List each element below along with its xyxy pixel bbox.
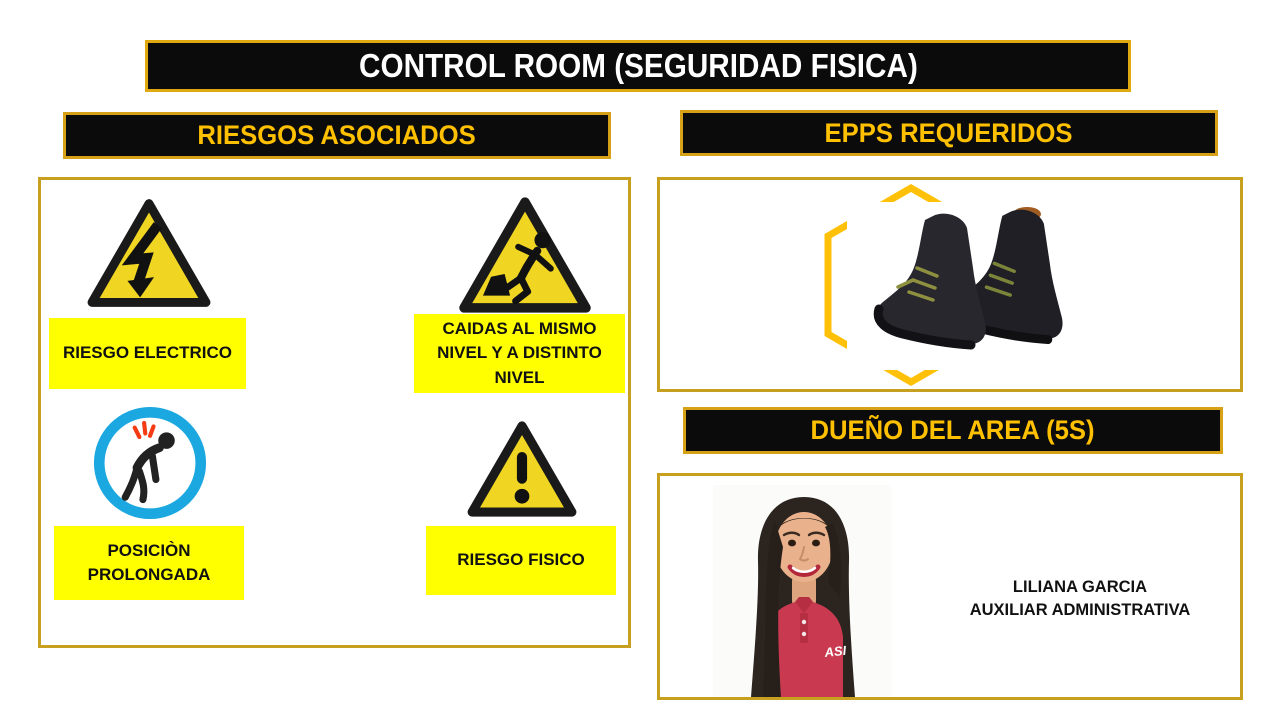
physical-hazard-triangle-icon	[455, 418, 589, 520]
epps-requeridos-header	[680, 110, 1218, 156]
shirt-logo-text: ASI	[823, 642, 847, 660]
prolonged-position-icon	[91, 404, 209, 522]
owner-photo	[712, 485, 892, 697]
riesgo-electrico-label: RIESGO ELECTRICO	[49, 318, 246, 389]
page-title: CONTROL ROOM (SEGURIDAD FISICA)	[358, 47, 918, 84]
electric-hazard-triangle-icon	[83, 196, 215, 310]
riesgo-fisico-label: RIESGO FISICO	[426, 526, 616, 595]
riesgos-asociados-header	[63, 112, 611, 159]
risks-panel	[38, 177, 631, 648]
owner-panel	[657, 473, 1243, 700]
epps-panel	[657, 177, 1243, 392]
title-bar	[145, 40, 1131, 92]
riesgos-asociados-header-text: RIESGOS ASOCIADOS	[197, 120, 477, 150]
safety-boots-image	[847, 202, 1065, 370]
posicion-prolongada-label: POSICIÒN PROLONGADA	[54, 526, 244, 600]
dueno-del-area-header	[683, 407, 1223, 454]
fall-hazard-triangle-icon	[454, 194, 596, 316]
epps-requeridos-header-text: EPPS REQUERIDOS	[824, 117, 1074, 148]
caidas-label: CAIDAS AL MISMO NIVEL Y A DISTINTO NIVEL	[414, 314, 625, 393]
owner-role: AUXILIAR ADMINISTRATIVA	[969, 601, 1191, 619]
dueno-del-area-header-text: DUEÑO DEL AREA (5S)	[810, 415, 1096, 445]
owner-name: LILIANA GARCIA	[1012, 578, 1148, 596]
